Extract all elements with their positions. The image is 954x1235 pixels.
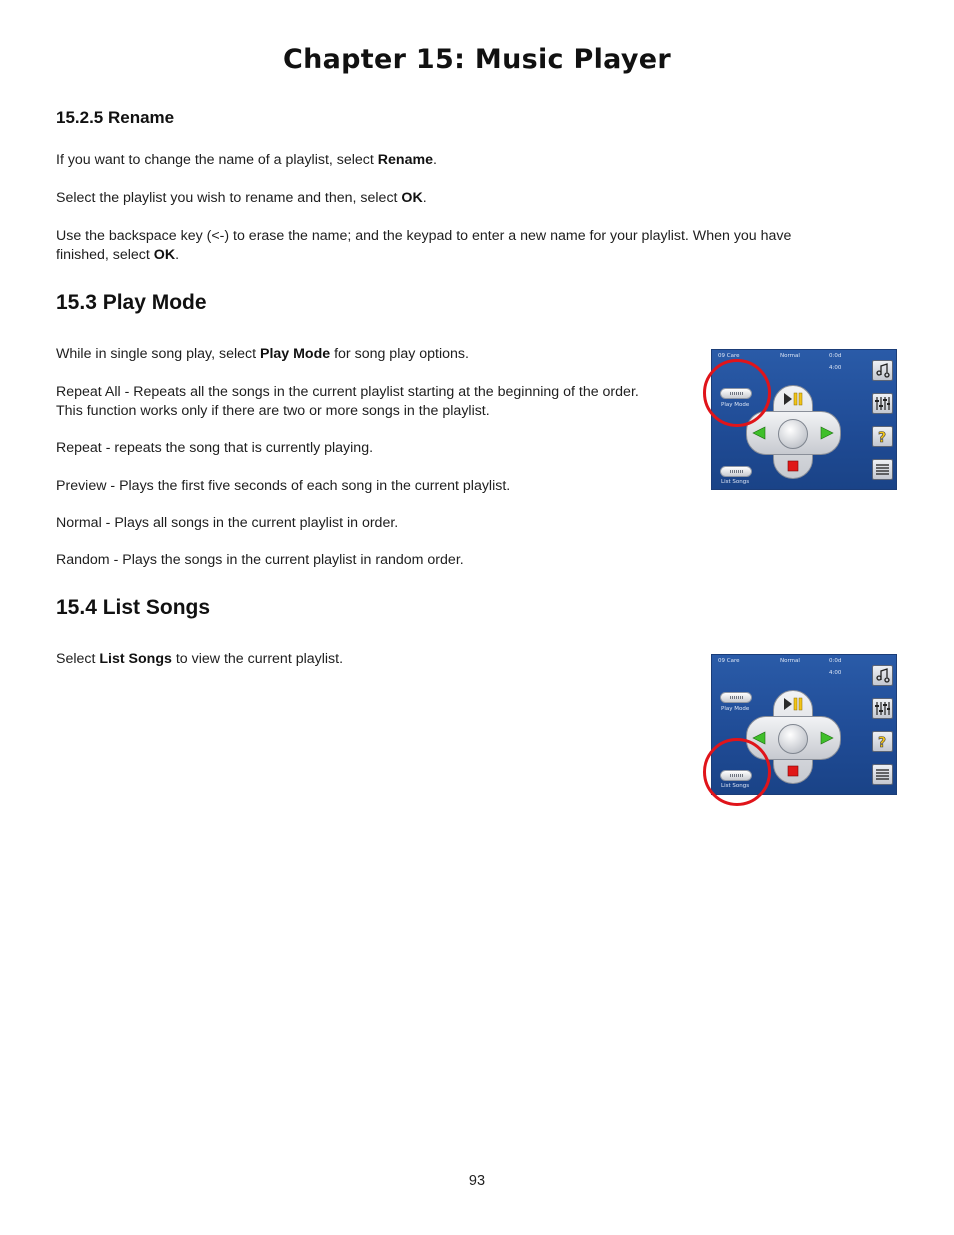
play-pause-icon[interactable] (783, 697, 803, 711)
bold-term: Play Mode (259, 346, 331, 362)
text: Use the backspace key (<-) to erase the name; and the keypad to enter a new name for your playlist. When you have (56, 228, 792, 244)
equalizer-icon[interactable] (872, 698, 893, 719)
stop-icon[interactable] (787, 460, 799, 472)
text: . (175, 247, 180, 263)
elapsed-time: 0:0d (829, 658, 842, 664)
play-pause-icon[interactable] (783, 392, 803, 406)
text: While in single song play, select (56, 346, 260, 362)
preview-paragraph: Preview - Plays the first five seconds of each song in the current playlist. (56, 478, 511, 494)
track-name: 09 Care (718, 353, 740, 359)
text: . (432, 152, 437, 168)
list-icon[interactable] (872, 764, 893, 785)
list-songs-button[interactable] (720, 466, 752, 477)
play-mode-label: Play Mode (721, 402, 750, 408)
repeat-paragraph: Repeat - repeats the song that is currently playing. (56, 440, 374, 456)
svg-text:?: ? (878, 430, 887, 444)
rename-paragraph-3 (56, 227, 916, 265)
repeat-all-paragraph (56, 383, 639, 421)
play-mode-label: Play Mode (721, 706, 750, 712)
track-name: 09 Care (718, 658, 740, 664)
music-note-icon[interactable] (872, 360, 893, 381)
help-icon[interactable] (872, 731, 893, 752)
list-songs-label: List Songs (721, 783, 750, 789)
text: . (422, 190, 427, 206)
highlight-ring-list-songs (703, 738, 771, 806)
random-paragraph: Random - Plays the songs in the current playlist in random order. (56, 552, 464, 568)
page-number: 93 (468, 1173, 486, 1189)
text: If you want to change the name of a playlist, select (56, 152, 378, 168)
total-time: 4:00 (829, 365, 842, 371)
text: to view the current playlist. (171, 651, 344, 667)
stop-icon[interactable] (787, 765, 799, 777)
section-heading-play-mode: 15.3 Play Mode (56, 291, 207, 314)
previous-track-icon[interactable] (752, 426, 766, 440)
bold-term: Rename (377, 152, 433, 168)
rename-paragraph-1 (56, 151, 437, 170)
chapter-title: Chapter 15: Music Player (283, 44, 671, 75)
next-track-icon[interactable] (820, 426, 834, 440)
total-time: 4:00 (829, 670, 842, 676)
text: Repeat All - Repeats all the songs in the current playlist starting at the beginning of the order. (56, 384, 639, 400)
normal-paragraph: Normal - Plays all songs in the current playlist in order. (56, 515, 399, 531)
text: This function works only if there are two or more songs in the playlist. (56, 403, 490, 419)
text: Select (56, 651, 100, 667)
text: Select the playlist you wish to rename and then, select (56, 190, 402, 206)
dpad-center-button[interactable] (778, 724, 808, 754)
text-line (56, 246, 916, 265)
list-songs-label: List Songs (721, 479, 750, 485)
bold-term: OK (401, 190, 423, 206)
svg-text:?: ? (878, 735, 887, 749)
highlight-ring-play-mode (703, 359, 771, 427)
bold-term: OK (153, 247, 176, 263)
play-mode-paragraph-1 (56, 345, 469, 364)
play-mode-status: Normal (780, 353, 800, 359)
text: for song play options. (330, 346, 469, 362)
text: finished, select (56, 247, 154, 263)
list-icon[interactable] (872, 459, 893, 480)
music-note-icon[interactable] (872, 665, 893, 686)
play-mode-status: Normal (780, 658, 800, 664)
rename-paragraph-2 (56, 189, 427, 208)
help-icon[interactable] (872, 426, 893, 447)
play-mode-button[interactable] (720, 692, 752, 703)
next-track-icon[interactable] (820, 731, 834, 745)
list-songs-paragraph (56, 650, 343, 669)
equalizer-icon[interactable] (872, 393, 893, 414)
elapsed-time: 0:0d (829, 353, 842, 359)
section-heading-rename: 15.2.5 Rename (56, 108, 175, 127)
dpad-center-button[interactable] (778, 419, 808, 449)
bold-term: List Songs (99, 651, 172, 667)
section-heading-list-songs: 15.4 List Songs (56, 596, 211, 619)
